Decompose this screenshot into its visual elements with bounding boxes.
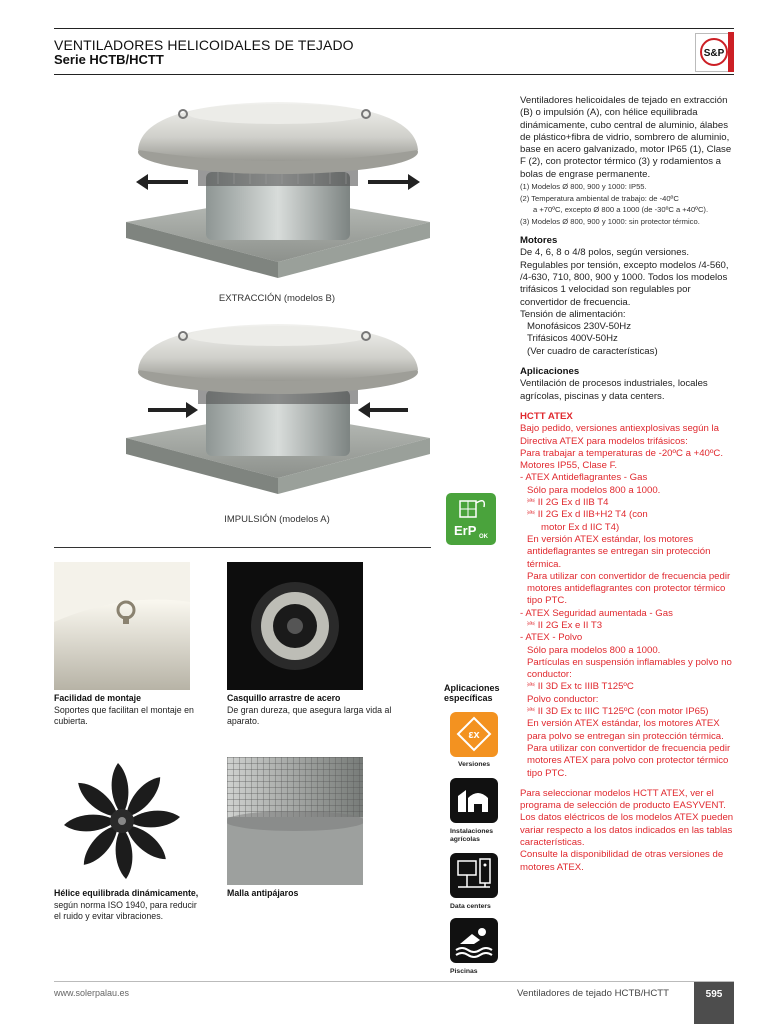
erp-badge	[446, 493, 496, 545]
atex-l17: Polvo conductor:	[527, 693, 599, 705]
atex-l7: ⎃ II 2G Ex d IIB+H2 T4 (con	[527, 509, 648, 521]
aplicaciones-especificas-title: Aplicaciones específicas	[444, 683, 500, 703]
page-title: VENTILADORES HELICOIDALES DE TEJADO	[54, 37, 354, 53]
caption-extraccion: EXTRACCIÓN (modelos B)	[218, 293, 336, 304]
footer-url[interactable]: www.solerpalau.es	[54, 988, 130, 998]
feature-casquillo-title: Casquillo arrastre de acero	[227, 693, 341, 703]
atex-l14: Sólo para modelos 800 a 1000.	[527, 644, 661, 656]
atex-l3: Motores IP55, Clase F.	[520, 460, 618, 472]
instalaciones-label: Instalaciones agrícolas	[450, 828, 494, 843]
instalaciones-icon	[450, 778, 498, 823]
feature-montaje	[54, 693, 224, 728]
section-rule	[54, 547, 431, 548]
atex-l23: Consulte la disponibilidad de otras versiones de motores ATEX.	[520, 849, 724, 873]
caption-impulsion: IMPULSIÓN (modelos A)	[224, 514, 330, 525]
feature-montaje-title: Facilidad de montaje	[54, 693, 142, 703]
thumb-malla	[227, 757, 363, 885]
ex-mark-icon: ⎃	[527, 509, 538, 521]
intro-text: Ventiladores helicoidales de tejado en extracción (B) o impulsión (A), con hélice equilibrada dinámicamente, cubo central de aluminio, álabes de plástico+fibra de vidrio, sombrero de aluminio, base en acero galvanizado, motor IP65 (1), Clase F (2), con protector térmico (3) y rodamientos a bolas de engrase permanente.	[520, 95, 732, 180]
atex-l20: Para utilizar con convertidor de frecuencia pedir motores ATEX para polvo con protector térmico tipo PTC.	[527, 742, 731, 779]
description-column	[520, 95, 736, 874]
page-number: 595	[694, 982, 734, 1024]
feature-malla-title: Malla antipájaros	[227, 888, 299, 898]
versiones-label: Versiones	[457, 761, 491, 768]
page-subtitle: Serie HCTB/HCTT	[54, 52, 164, 67]
photo-extraccion	[118, 92, 436, 290]
note-1: (1) Modelos Ø 800, 900 y 1000: IP55.	[520, 182, 647, 192]
thumb-montaje	[54, 562, 190, 690]
erp-sub: OK	[479, 534, 488, 540]
photo-impulsion	[118, 318, 436, 506]
barn-icon	[450, 778, 498, 823]
atex-l15: Partículas en suspensión inflamables y polvo no conductor:	[527, 656, 732, 681]
atex-l4: - ATEX Antideflagrantes - Gas	[520, 472, 648, 484]
ex-mark-icon: ⎃	[527, 619, 538, 631]
erp-leaf-icon	[446, 493, 496, 545]
thumb-helice	[54, 757, 190, 885]
feature-malla	[227, 888, 397, 900]
aplicaciones-body: Ventilación de procesos industriales, locales agrícolas, piscinas y data centers.	[520, 378, 708, 402]
atex-heading: HCTT ATEX	[520, 410, 573, 422]
atex-l12: ⎃ II 2G Ex e II T3	[527, 619, 603, 631]
tension-label: Tensión de alimentación:	[520, 308, 626, 320]
thumb-casquillo	[227, 562, 363, 690]
atex-l21: Para seleccionar modelos HCTT ATEX, ver el programa de selección de producto EASYVENT.	[520, 787, 726, 812]
atex-l5: Sólo para modelos 800 a 1000.	[527, 484, 661, 496]
feature-helice-body: según norma ISO 1940, para reducir el ruido y evitar vibraciones.	[54, 899, 197, 921]
atex-l2: Para trabajar a temperaturas de -20ºC a +40ºC.	[520, 447, 723, 459]
header-rule	[54, 74, 734, 75]
feature-helice-title: Hélice equilibrada dinámicamente,	[54, 888, 199, 898]
logo-text: S&P	[703, 48, 725, 59]
atex-l19: En versión ATEX estándar, los motores ATEX para polvo se entregan sin protección térmica.	[527, 718, 724, 742]
footer-section: Ventiladores de tejado HCTB/HCTT	[517, 988, 669, 999]
atex-l6: ⎃ II 2G Ex d IIB T4	[527, 497, 609, 509]
server-icon	[450, 853, 498, 898]
piscinas-icon	[450, 918, 498, 963]
feature-helice	[54, 888, 204, 923]
versiones-icon	[450, 712, 498, 757]
note-2a: (2) Temperatura ambiental de trabajo: de -40ºC	[520, 193, 679, 203]
motores-body: De 4, 6, 8 o 4/8 polos, según versiones. Regulables por tensión, excepto modelos /4-560, /4-630, 710, 800, 900 y 1000. Todos los modelos trifásicos 1 velocidad son regulables por convertidor de frecuencia.	[520, 247, 729, 308]
piscinas-label: Piscinas	[450, 968, 478, 975]
top-rule	[54, 28, 734, 29]
aplicaciones-heading: Aplicaciones	[520, 366, 580, 378]
atex-l18: ⎃ II 3D Ex tc IIIC T125ºC (con motor IP65)	[527, 706, 709, 718]
tension-tri: Trifásicos 400V-50Hz	[527, 333, 618, 345]
ex-icon	[450, 712, 498, 757]
atex-l8: motor Ex d IIC T4)	[541, 521, 620, 533]
feature-montaje-body: Soportes que facilitan el montaje en cubierta.	[54, 704, 194, 726]
tension-mono: Monofásicos 230V-50Hz	[527, 321, 631, 333]
note-2b: a +70ºC, excepto Ø 800 a 1000 (de -30ºC a +40ºC).	[533, 205, 709, 215]
svg-text:εx: εx	[468, 729, 480, 741]
swimmer-icon	[450, 918, 498, 963]
atex-l13: - ATEX - Polvo	[520, 632, 583, 644]
accent-bar	[728, 32, 734, 72]
atex-l1: Bajo pedido, versiones antiexplosivas según la Directiva ATEX para modelos trifásicos:	[520, 423, 719, 447]
atex-l9: En versión ATEX estándar, los motores antideflagrantes se entregan sin protección térmica.	[527, 533, 711, 570]
propeller-icon	[54, 757, 190, 885]
note-3: (3) Modelos Ø 800, 900 y 1000: sin protector térmico.	[520, 216, 700, 226]
motores-heading: Motores	[520, 235, 558, 247]
atex-l22: Los datos eléctricos de los modelos ATEX pueden variar respecto a los datos indicados en las tablas características.	[520, 812, 734, 849]
ex-mark-icon: ⎃	[527, 706, 538, 718]
erp-label: ErP	[454, 523, 477, 538]
footer-rule	[54, 981, 734, 982]
data-centers-label: Data centers	[450, 903, 491, 910]
ex-mark-icon: ⎃	[527, 681, 538, 693]
tension-ver: (Ver cuadro de características)	[527, 345, 658, 357]
feature-casquillo	[227, 693, 397, 728]
atex-l16: ⎃ II 3D Ex tc IIIB T125ºC	[527, 681, 634, 693]
atex-l11: - ATEX Seguridad aumentada - Gas	[520, 607, 673, 619]
data-centers-icon	[450, 853, 498, 898]
feature-casquillo-body: De gran dureza, que asegura larga vida al aparato.	[227, 704, 392, 726]
ex-mark-icon: ⎃	[527, 497, 538, 509]
atex-l10: Para utilizar con convertidor de frecuencia pedir motores antideflagrantes con protector térmico tipo PTC.	[527, 570, 731, 607]
atex-block	[520, 423, 736, 874]
